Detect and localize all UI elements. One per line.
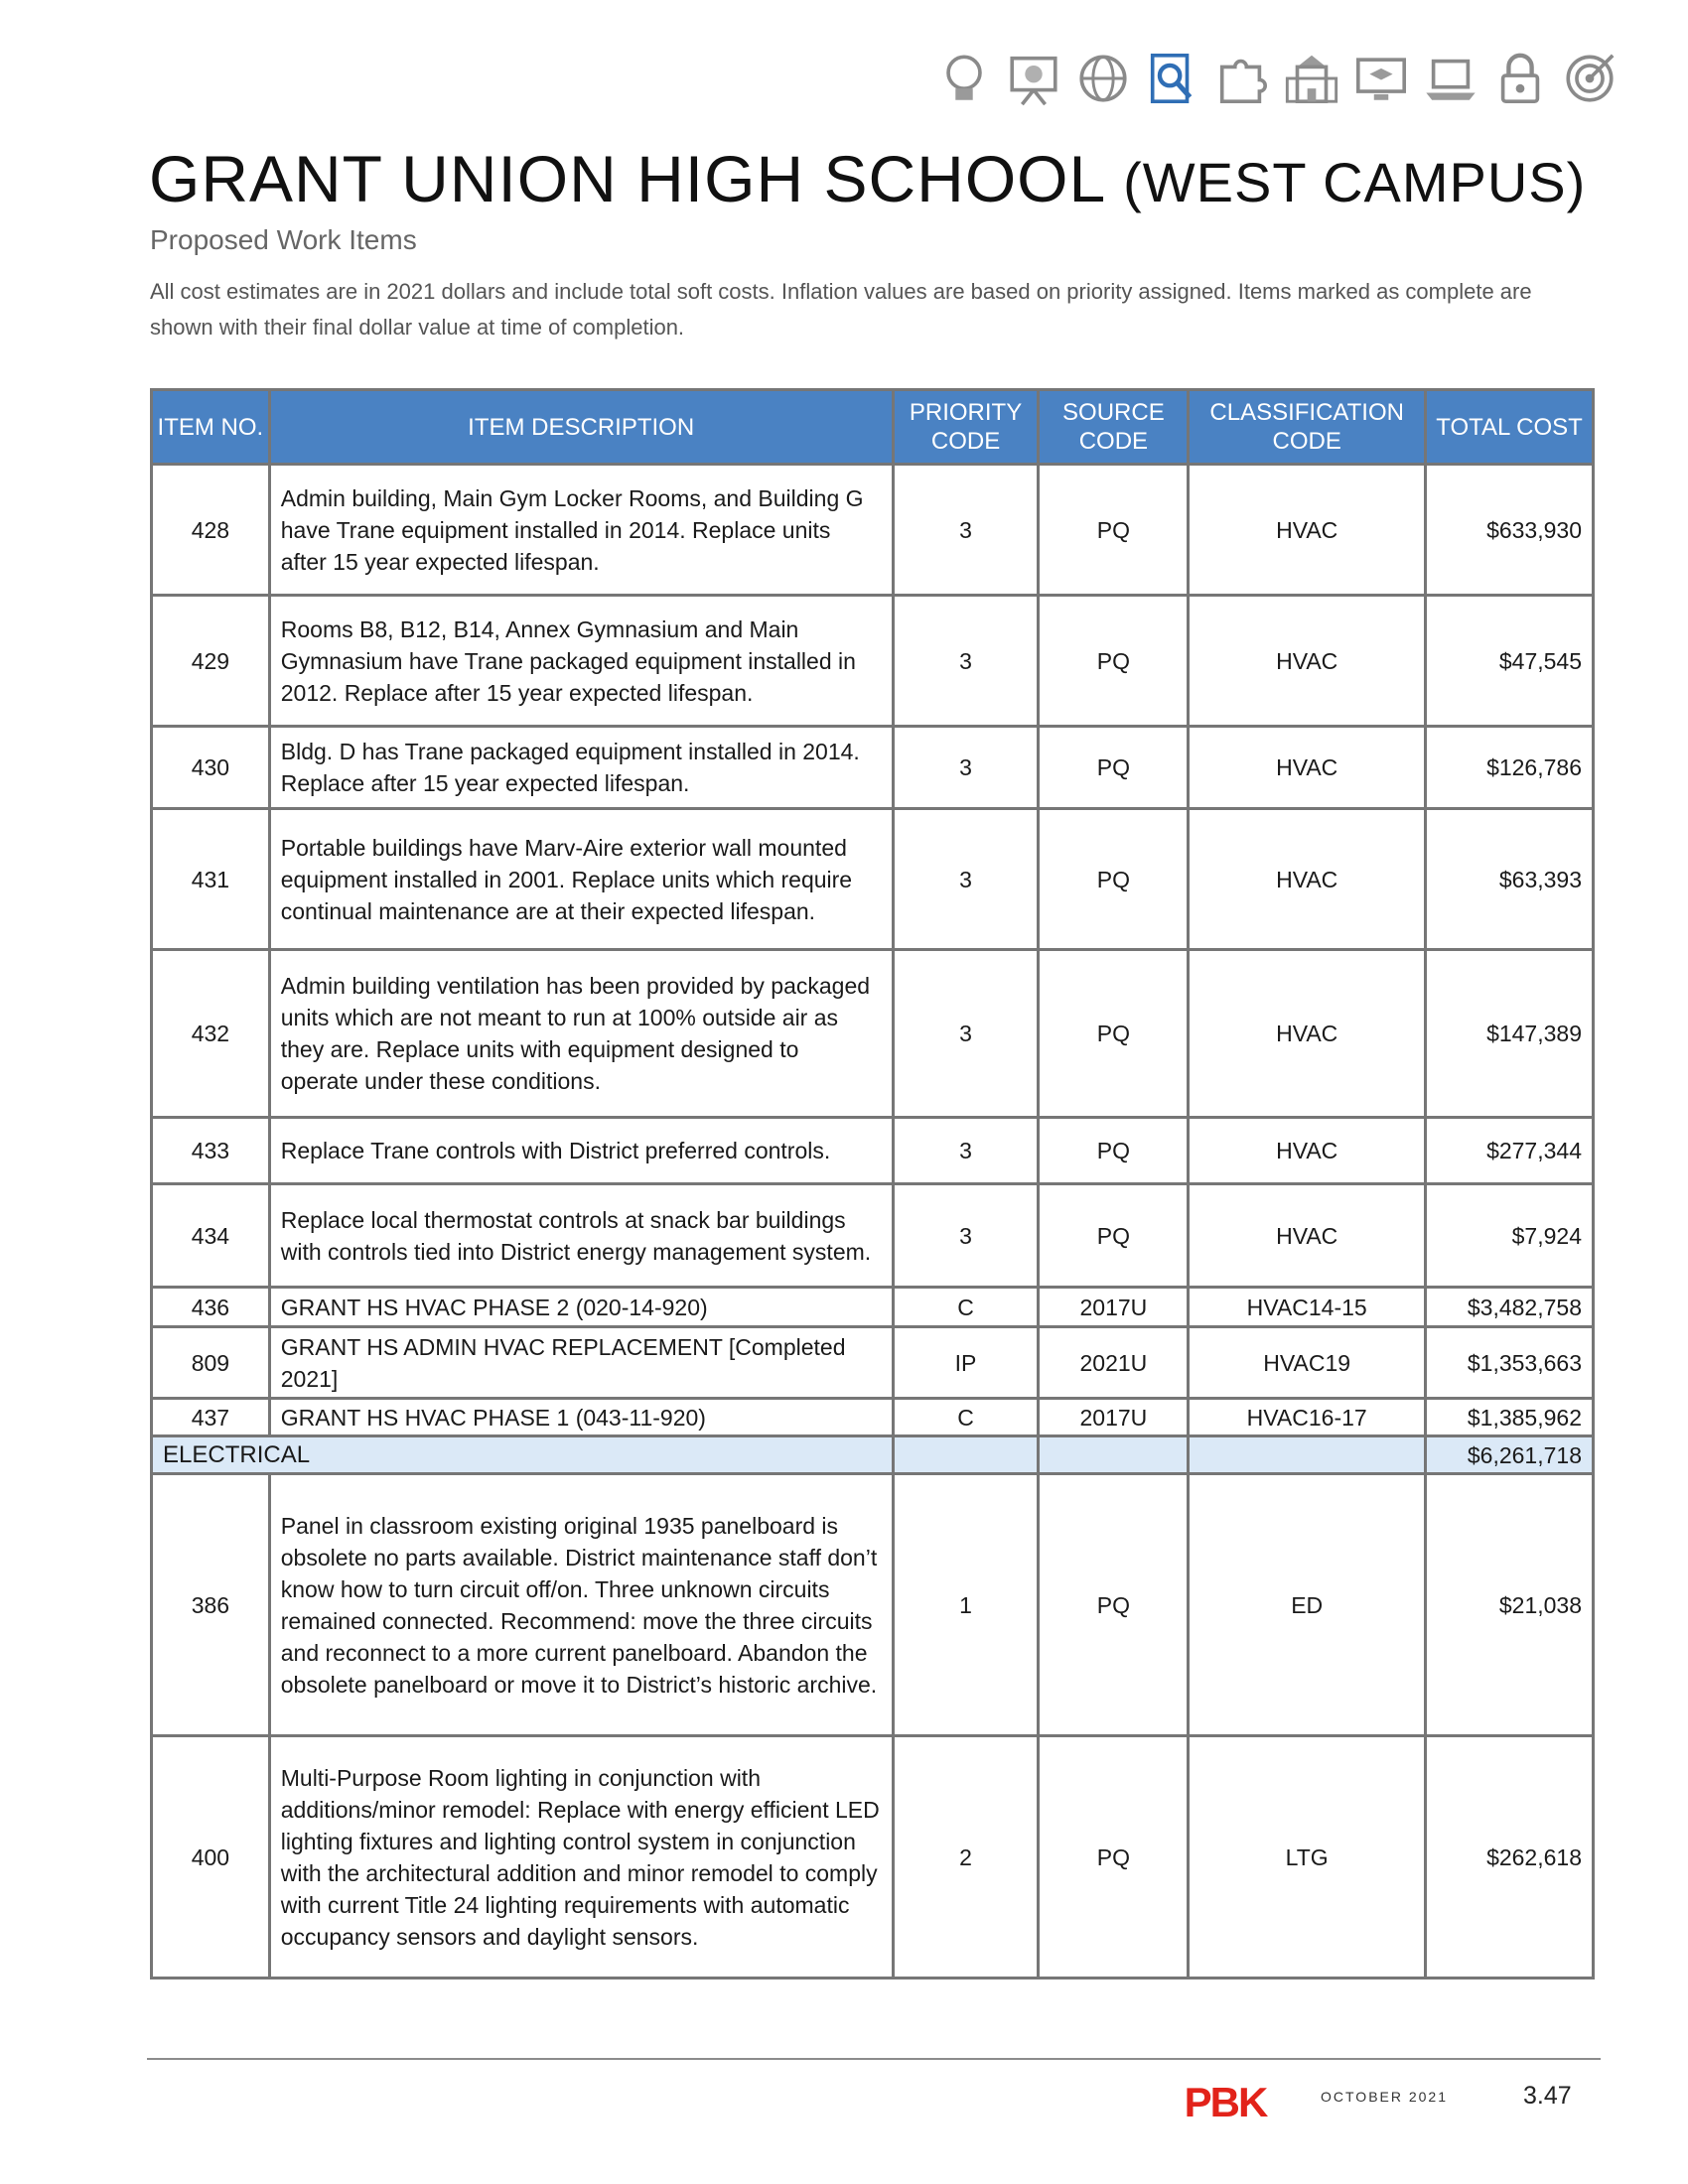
total-cost: $3,482,758 <box>1426 1288 1594 1327</box>
classification-code: LTG <box>1189 1736 1426 1979</box>
item-description: Admin building ventilation has been provided by packaged units which are not meant to run at 100% outside air as they are. Replace units with equipment designed to operate under these conditions. <box>269 950 893 1118</box>
priority-code: C <box>893 1288 1039 1327</box>
priority-code: 3 <box>893 1118 1039 1184</box>
source-code: PQ <box>1039 950 1189 1118</box>
item-no: 432 <box>152 950 270 1118</box>
category-label: ELECTRICAL <box>152 1436 894 1474</box>
classification-code: HVAC <box>1189 727 1426 809</box>
table-row <box>152 1118 1594 1184</box>
item-description: Rooms B8, B12, B14, Annex Gymnasium and Main Gymnasium have Trane packaged equipment installed in 2012. Replace after 15 year expected lifespan. <box>269 596 893 727</box>
monitor-icon <box>1352 50 1410 107</box>
item-description: Replace local thermostat controls at snack bar buildings with controls tied into District energy management system. <box>269 1184 893 1288</box>
total-cost: $1,353,663 <box>1426 1327 1594 1399</box>
table-row <box>152 950 1594 1118</box>
work-items-table <box>150 388 1595 1979</box>
item-no: 430 <box>152 727 270 809</box>
source-code: PQ <box>1039 1118 1189 1184</box>
col-source-code: SOURCE CODE <box>1039 390 1189 465</box>
item-no: 386 <box>152 1474 270 1736</box>
priority-code: 3 <box>893 465 1039 596</box>
laptop-icon <box>1422 50 1479 107</box>
item-no: 431 <box>152 809 270 950</box>
pbk-logo <box>1176 2077 1275 2124</box>
classification-code: HVAC14-15 <box>1189 1288 1426 1327</box>
padlock-icon <box>1491 50 1549 107</box>
priority-code: 3 <box>893 727 1039 809</box>
classification-code: HVAC19 <box>1189 1327 1426 1399</box>
priority-code: 2 <box>893 1736 1039 1979</box>
table-row <box>152 1474 1594 1736</box>
page-title <box>149 141 1586 216</box>
source-code: PQ <box>1039 1736 1189 1979</box>
priority-code: C <box>893 1399 1039 1436</box>
source-code: PQ <box>1039 465 1189 596</box>
col-item-no: ITEM NO. <box>152 390 270 465</box>
category-empty-cell <box>893 1436 1039 1474</box>
source-code: 2017U <box>1039 1288 1189 1327</box>
page-subtitle: Proposed Work Items <box>150 224 417 255</box>
table-row <box>152 1736 1594 1979</box>
table-row <box>152 809 1594 950</box>
table-row <box>152 1327 1594 1399</box>
source-code: PQ <box>1039 727 1189 809</box>
category-empty-cell <box>1039 1436 1189 1474</box>
classification-code: HVAC <box>1189 950 1426 1118</box>
item-no: 433 <box>152 1118 270 1184</box>
table-row <box>152 596 1594 727</box>
target-icon <box>1561 50 1618 107</box>
priority-code: 3 <box>893 809 1039 950</box>
classification-code: HVAC <box>1189 465 1426 596</box>
title-main: GRANT UNION HIGH SCHOOL <box>149 142 1104 215</box>
document-search-icon <box>1144 50 1201 107</box>
priority-code: 3 <box>893 950 1039 1118</box>
pbk-logo-text: PBK <box>1184 2079 1267 2124</box>
item-description: GRANT HS ADMIN HVAC REPLACEMENT [Completed 2021] <box>269 1327 893 1399</box>
item-description: GRANT HS HVAC PHASE 1 (043-11-920) <box>269 1399 893 1436</box>
item-no: 437 <box>152 1399 270 1436</box>
category-total: $6,261,718 <box>1426 1436 1594 1474</box>
item-no: 400 <box>152 1736 270 1979</box>
table-row <box>152 727 1594 809</box>
classification-code: ED <box>1189 1474 1426 1736</box>
classification-code: HVAC <box>1189 809 1426 950</box>
item-description: GRANT HS HVAC PHASE 2 (020-14-920) <box>269 1288 893 1327</box>
total-cost: $47,545 <box>1426 596 1594 727</box>
table-row <box>152 1399 1594 1436</box>
table-row <box>152 1288 1594 1327</box>
item-no: 436 <box>152 1288 270 1327</box>
table-row <box>152 1184 1594 1288</box>
lightbulb-icon <box>935 50 993 107</box>
source-code: 2017U <box>1039 1399 1189 1436</box>
footer-date: OCTOBER 2021 <box>1321 2089 1449 2105</box>
item-no: 809 <box>152 1327 270 1399</box>
school-building-icon <box>1283 50 1340 107</box>
item-description: Multi-Purpose Room lighting in conjunction with additions/minor remodel: Replace with energy efficient LED lighting fixtures and lighting control system in conjunction with the architectural addition and minor remodel to comply with current Title 24 lighting requirements with automatic occupancy sensors and daylight sensors. <box>269 1736 893 1979</box>
classification-code: HVAC <box>1189 596 1426 727</box>
total-cost: $277,344 <box>1426 1118 1594 1184</box>
total-cost: $21,038 <box>1426 1474 1594 1736</box>
total-cost: $1,385,962 <box>1426 1399 1594 1436</box>
source-code: PQ <box>1039 596 1189 727</box>
item-description: Bldg. D has Trane packaged equipment installed in 2014. Replace after 15 year expected lifespan. <box>269 727 893 809</box>
header-icons <box>935 50 1618 107</box>
cost-note: All cost estimates are in 2021 dollars and include total soft costs. Inflation values are based on priority assigned. Items marked as complete are shown with their final dollar value at time of completion. <box>150 279 1532 340</box>
page-number: 3.47 <box>1523 2082 1572 2110</box>
col-item-description: ITEM DESCRIPTION <box>269 390 893 465</box>
col-classification-code: CLASSIFICATION CODE <box>1189 390 1426 465</box>
total-cost: $147,389 <box>1426 950 1594 1118</box>
priority-code: 3 <box>893 596 1039 727</box>
col-total-cost: TOTAL COST <box>1426 390 1594 465</box>
total-cost: $262,618 <box>1426 1736 1594 1979</box>
footer-divider <box>147 2058 1601 2060</box>
classification-code: HVAC <box>1189 1118 1426 1184</box>
classification-code: HVAC <box>1189 1184 1426 1288</box>
item-no: 429 <box>152 596 270 727</box>
category-row-electrical <box>152 1436 1594 1474</box>
total-cost: $63,393 <box>1426 809 1594 950</box>
total-cost: $633,930 <box>1426 465 1594 596</box>
total-cost: $126,786 <box>1426 727 1594 809</box>
item-no: 434 <box>152 1184 270 1288</box>
priority-code: IP <box>893 1327 1039 1399</box>
item-description: Admin building, Main Gym Locker Rooms, and Building G have Trane equipment installed in 2014. Replace units after 15 year expected lifespan. <box>269 465 893 596</box>
priority-code: 3 <box>893 1184 1039 1288</box>
priority-code: 1 <box>893 1474 1039 1736</box>
table-header-row <box>152 390 1594 465</box>
classification-code: HVAC16-17 <box>1189 1399 1426 1436</box>
source-code: PQ <box>1039 1184 1189 1288</box>
item-description: Replace Trane controls with District preferred controls. <box>269 1118 893 1184</box>
item-no: 428 <box>152 465 270 596</box>
globe-icon <box>1074 50 1132 107</box>
title-suffix: (WEST CAMPUS) <box>1123 151 1587 213</box>
category-empty-cell <box>1189 1436 1426 1474</box>
presentation-board-icon <box>1005 50 1062 107</box>
source-code: PQ <box>1039 1474 1189 1736</box>
source-code: PQ <box>1039 809 1189 950</box>
total-cost: $7,924 <box>1426 1184 1594 1288</box>
col-priority-code: PRIORITY CODE <box>893 390 1039 465</box>
item-description: Panel in classroom existing original 1935 panelboard is obsolete no parts available. District maintenance staff don’t know how to turn circuit off/on. Three unknown circuits remained connected. Recommend: move the three circuits and reconnect to a more current panelboard. Abandon the obsolete panelboard or move it to District’s historic archive. <box>269 1474 893 1736</box>
puzzle-icon <box>1213 50 1271 107</box>
table-row <box>152 465 1594 596</box>
source-code: 2021U <box>1039 1327 1189 1399</box>
item-description: Portable buildings have Marv-Aire exterior wall mounted equipment installed in 2001. Replace units which require continual maintenance are at their expected lifespan. <box>269 809 893 950</box>
